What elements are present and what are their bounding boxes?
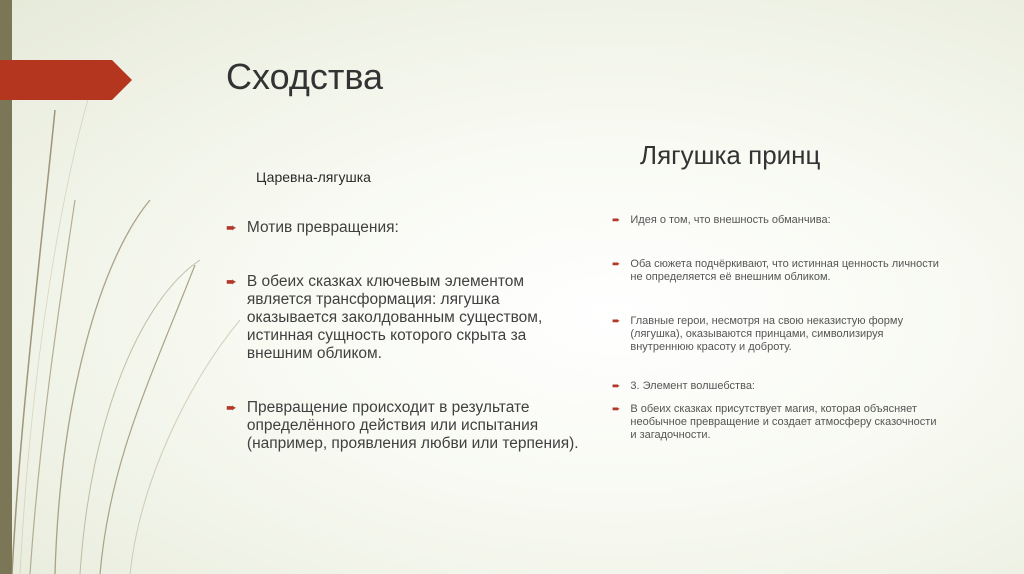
left-bullet-2 (226, 273, 586, 363)
right-bullet-2-text: Оба сюжета подчёркивают, что истинная ценность личности не определяется её внешним обликом. (630, 258, 939, 283)
arrow-bullet-icon: ➨ (226, 220, 237, 235)
arrow-bullet-icon: ➨ (612, 215, 621, 226)
right-bullet-5 (612, 403, 942, 442)
right-bullet-4 (612, 380, 942, 393)
right-bullet-1-text: Идея о том, что внешность обманчива: (630, 214, 831, 226)
accent-arrow-shape (0, 60, 132, 100)
left-bullet-1 (226, 219, 586, 237)
left-bullet-3 (226, 399, 586, 453)
right-column-heading: Лягушка принц (640, 140, 821, 170)
left-column-heading: Царевна-лягушка (256, 169, 371, 185)
arrow-bullet-icon: ➨ (226, 274, 237, 289)
arrow-bullet-icon: ➨ (612, 259, 621, 270)
arrow-bullet-icon: ➨ (226, 400, 237, 415)
right-bullet-1 (612, 214, 942, 227)
right-bullet-2 (612, 258, 942, 284)
left-bullet-2-text: В обеих сказках ключевым элементом является трансформация: лягушка оказывается заколдованным существом, истинная сущность которого скрыта за внешним обликом. (246, 273, 543, 362)
left-bullet-1-text: Мотив превращения: (246, 219, 399, 236)
arrow-bullet-icon: ➨ (612, 316, 621, 327)
arrow-bullet-icon: ➨ (612, 381, 621, 392)
right-bullet-3 (612, 315, 942, 354)
left-bullet-3-text: Превращение происходит в результате определённого действия или испытания (например, проявления любви или терпения). (246, 399, 579, 452)
right-bullet-3-text: Главные герои, несмотря на свою неказистую форму (лягушка), оказываются принцами, символизируя внутреннюю красоту и доброту. (630, 315, 904, 353)
slide-title: Сходства (226, 56, 384, 97)
right-bullet-4-text: 3. Элемент волшебства: (630, 380, 755, 392)
arrow-bullet-icon: ➨ (612, 404, 621, 415)
right-bullet-5-text: В обеих сказках присутствует магия, которая объясняет необычное превращение и создает атмосферу сказочности и загадочности. (630, 403, 937, 441)
